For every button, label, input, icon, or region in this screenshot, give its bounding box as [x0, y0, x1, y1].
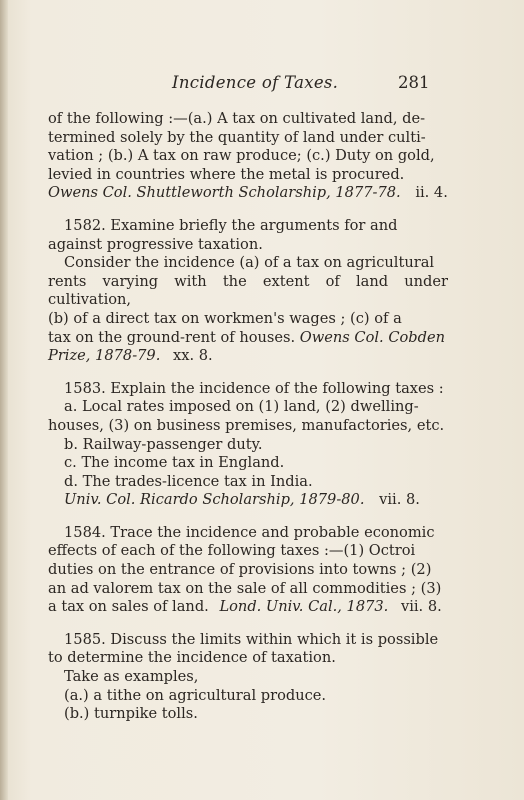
- text-line: of the following :—(a.) A tax on cultivated land, de-: [48, 110, 426, 127]
- question-1582-cont: [48, 236, 448, 366]
- question-1585-cont: [48, 649, 448, 723]
- text-line: against progressive taxation.: [48, 235, 263, 253]
- text-line: an ad valorem tax on the sale of all commodities ; (3): [48, 579, 442, 597]
- text-line: Take as examples,: [64, 668, 199, 686]
- text-line: 1584. Trace the incidence and probable economic: [64, 523, 435, 541]
- text-line: rents varying with the extent of land under cultivation,: [48, 272, 448, 309]
- reference: xx. 8.: [173, 347, 213, 365]
- text-line: 1582. Examine briefly the arguments for and: [64, 216, 398, 234]
- text-line: b. Railway-passenger duty.: [64, 435, 263, 453]
- text-line: c. The income tax in England.: [64, 454, 285, 472]
- text-line: (a.) a tithe on agricultural produce.: [64, 686, 327, 704]
- text-line: a tax on sales of land.: [48, 598, 209, 616]
- reference: vii. 8.: [400, 598, 442, 616]
- page-header: [0, 73, 524, 95]
- page-number: 281: [398, 73, 430, 92]
- text-line: 1585. Discuss the limits within which it is possible: [64, 630, 439, 648]
- text-line: to determine the incidence of taxation.: [48, 649, 336, 667]
- text-line: vation ; (b.) A tax on raw produce; (c.) Duty on gold,: [48, 147, 435, 165]
- running-title: Incidence of Taxes.: [172, 73, 339, 92]
- source-citation: Prize, 1878-79.: [48, 347, 161, 365]
- text-line: houses, (3) on business premises, manufactories, etc.: [48, 416, 445, 434]
- source-citation: Univ. Col. Ricardo Scholarship, 1879-80.: [64, 491, 365, 509]
- question-continuation: [48, 110, 448, 203]
- question-1583: [48, 380, 448, 417]
- question-1583-cont: [48, 417, 448, 510]
- text-line: 1583. Explain the incidence of the following taxes :: [64, 379, 444, 397]
- text-line: Consider the incidence (a) of a tax on agricultural: [64, 254, 435, 272]
- text-line: a. Local rates imposed on (1) land, (2) dwelling-: [64, 398, 419, 416]
- text-line: termined solely by the quantity of land under culti-: [48, 128, 426, 146]
- question-1585: [48, 631, 448, 650]
- question-1584: [48, 524, 448, 543]
- reference: vii. 8.: [379, 491, 420, 509]
- source-citation: Lond. Univ. Cal., 1873.: [219, 598, 389, 616]
- page-gutter-shadow: [0, 0, 8, 800]
- text-line: (b) of a direct tax on workmen's wages ; (c) of a: [48, 309, 402, 327]
- source-citation: Owens Col. Cobden: [299, 328, 445, 346]
- question-1582: [48, 217, 448, 236]
- text-line: (b.) turnpike tolls.: [64, 705, 198, 723]
- reference: ii. 4.: [415, 184, 448, 202]
- question-1584-cont: [48, 542, 448, 616]
- source-citation: Owens Col. Shuttleworth Scholarship, 1877-78.: [48, 184, 401, 202]
- text-line: effects of each of the following taxes :—(1) Octroi: [48, 542, 416, 560]
- text-line: duties on the entrance of provisions into towns ; (2): [48, 561, 432, 579]
- text-line: d. The trades-licence tax in India.: [64, 472, 313, 490]
- text-line: levied in countries where the metal is procured.: [48, 165, 405, 183]
- page-body: [48, 110, 448, 724]
- text-line: tax on the ground-rent of houses.: [48, 328, 296, 346]
